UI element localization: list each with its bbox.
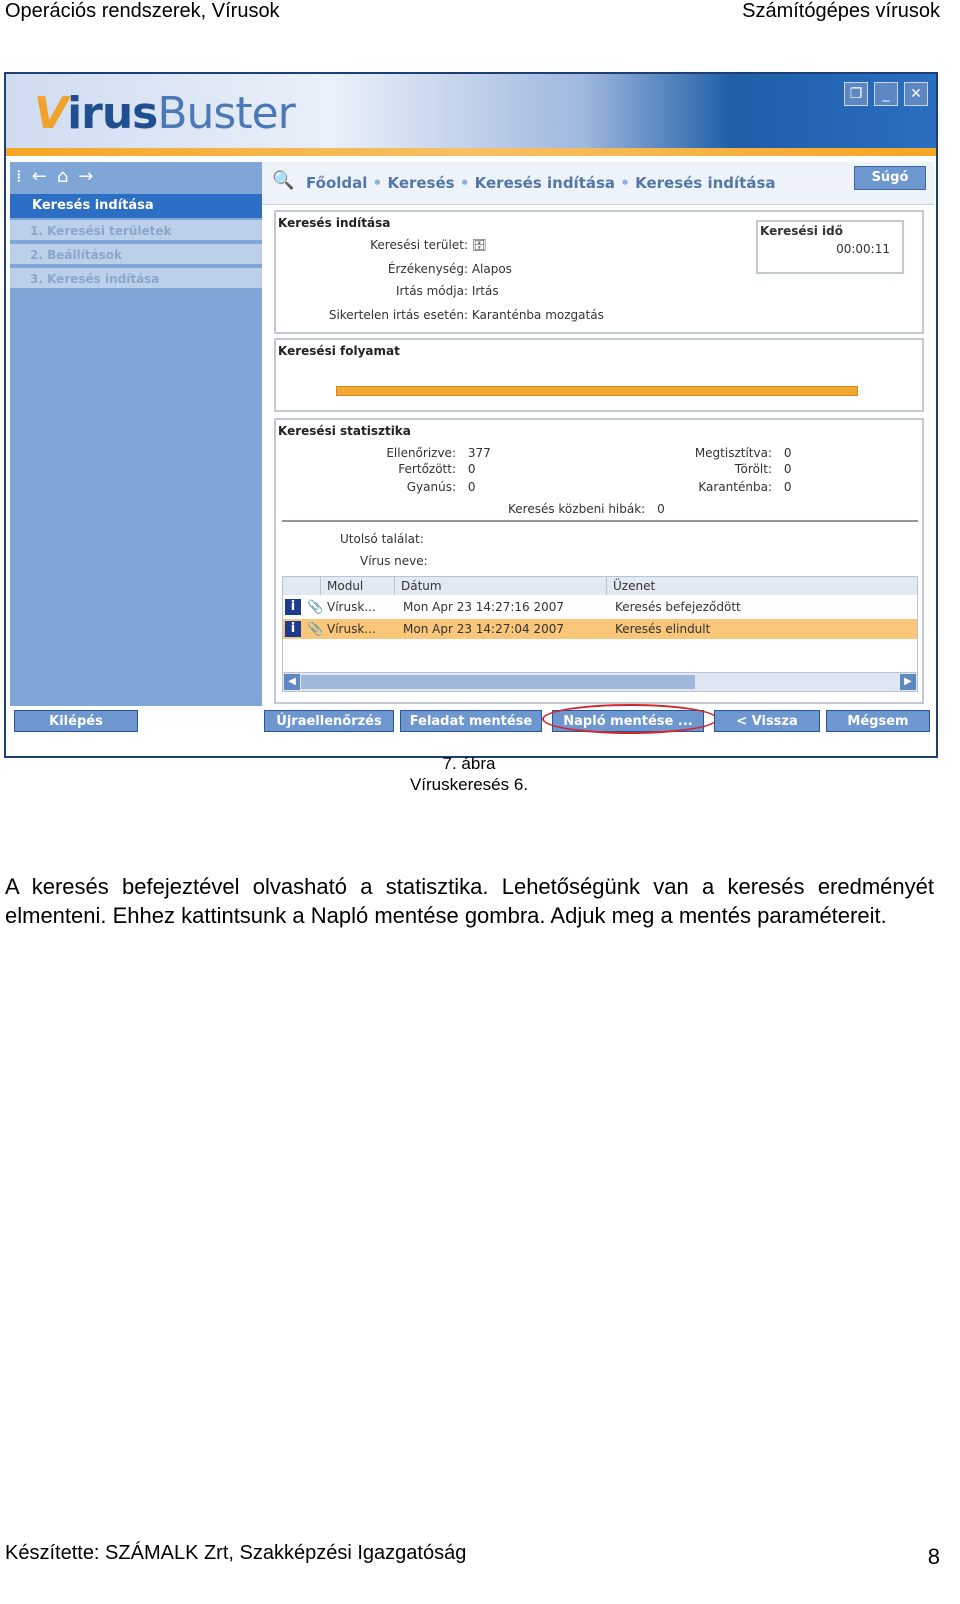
exit-button[interactable]: Kilépés: [14, 710, 138, 732]
scan-icon: 🔍: [272, 170, 295, 191]
removal-label: Irtás módja:: [396, 284, 468, 298]
button-bar: [6, 706, 936, 756]
app-banner: [6, 74, 936, 148]
table-header-date[interactable]: Dátum: [395, 577, 607, 595]
info-icon: i: [285, 621, 301, 637]
last-hit-label: Utolsó találat:: [340, 532, 424, 546]
home-icon[interactable]: ⌂: [56, 166, 79, 187]
search-time-value: 00:00:11: [836, 242, 890, 256]
body-paragraph: A keresés befejeztével olvasható a statisztika. Lehetőségünk van a keresés eredményét elmenteni. Ehhez kattintsunk a Napló mentése gombra. Adjuk meg a mentés paramétereit.: [5, 874, 934, 928]
search-time-box: [756, 220, 904, 274]
restore-icon[interactable]: ❐: [844, 82, 868, 106]
quarantined-label: Karanténba:: [698, 480, 772, 494]
table-header-icon: [283, 577, 321, 595]
main-content: [262, 162, 934, 706]
figure-caption-number: 7. ábra: [442, 754, 496, 773]
nav-icons: [16, 166, 103, 187]
scroll-right-icon[interactable]: ▶: [900, 674, 916, 690]
cleaned-value: 0: [783, 446, 792, 460]
settings-title: Keresés indítása: [278, 216, 391, 230]
errors-value: 0: [657, 502, 665, 516]
breadcrumb-start-1[interactable]: Keresés indítása: [474, 174, 616, 192]
row-date: Mon Apr 23 14:27:04 2007: [403, 622, 565, 636]
sensitivity-value: Alapos: [471, 262, 512, 276]
row-module: Vírusk...: [327, 622, 376, 636]
breadcrumb-start-2: Keresés indítása: [635, 174, 776, 192]
row-message: Keresés befejeződött: [615, 600, 741, 614]
table-row-selected[interactable]: [283, 619, 917, 639]
table-header-message[interactable]: Üzenet: [607, 577, 917, 595]
breadcrumb: 🔍 Főoldal • Keresés • Keresés indítása • Keresés indítása Súgó: [262, 162, 934, 205]
page-header-left: Operációs rendszerek, Vírusok: [5, 0, 280, 22]
recheck-button[interactable]: Újraellenőrzés: [264, 710, 394, 732]
row-module: Vírusk...: [327, 600, 376, 614]
quarantined-value: 0: [783, 480, 792, 494]
sidebar-item-start[interactable]: 3. Keresés indítása: [10, 268, 262, 290]
footer-author: Készítette: SZÁMALK Zrt, Szakképzési Igazgatóság: [5, 1542, 467, 1564]
page-header-right: Számítógépes vírusok: [742, 0, 940, 22]
row-date: Mon Apr 23 14:27:16 2007: [403, 600, 565, 614]
cleaned-label: Megtisztítva:: [694, 446, 772, 460]
grip-icon: ⁞: [16, 166, 32, 187]
area-label: Keresési terület:: [370, 238, 468, 252]
figure-caption-title: Víruskeresés 6.: [409, 775, 529, 794]
save-log-button[interactable]: Napló mentése ...: [552, 710, 704, 732]
drive-icon: 🗄: [471, 238, 488, 252]
deleted-label: Törölt:: [734, 462, 772, 476]
statistics-panel: [274, 418, 924, 704]
checked-label: Ellenőrizve:: [386, 446, 456, 460]
infected-value: 0: [467, 462, 476, 476]
paperclip-icon: 📎: [307, 600, 324, 615]
suspicious-label: Gyanús:: [406, 480, 456, 494]
breadcrumb-home[interactable]: Főoldal: [306, 174, 368, 192]
app-logo: VirusBuster: [34, 88, 295, 139]
removal-value: Irtás: [471, 284, 499, 298]
progress-bar: [336, 386, 858, 396]
virusbuster-screenshot: [4, 72, 938, 758]
banner-stripe: [6, 148, 936, 156]
stats-separator: [282, 520, 918, 522]
sensitivity-label: Érzékenység:: [387, 262, 468, 276]
breadcrumb-search[interactable]: Keresés: [387, 174, 455, 192]
sidebar-item-active[interactable]: Keresés indítása: [10, 194, 262, 218]
log-table: [282, 576, 918, 692]
infected-label: Fertőzött:: [398, 462, 456, 476]
scroll-left-icon[interactable]: ◀: [284, 674, 300, 690]
progress-title: Keresési folyamat: [278, 344, 400, 358]
errors-label: Keresés közbeni hibák:: [508, 502, 646, 516]
back-button[interactable]: < Vissza: [714, 710, 820, 732]
sidebar-item-settings[interactable]: 2. Beállítások: [10, 244, 262, 266]
scroll-thumb[interactable]: [301, 675, 695, 689]
checked-value: 377: [467, 446, 491, 460]
help-button[interactable]: Súgó: [854, 166, 926, 190]
progress-panel: [274, 338, 924, 412]
statistics-title: Keresési statisztika: [278, 424, 411, 438]
failure-value: Karanténba mozgatás: [471, 308, 604, 322]
forward-arrow-icon[interactable]: →: [78, 166, 104, 187]
close-icon[interactable]: ✕: [904, 82, 928, 106]
paperclip-icon: 📎: [307, 622, 324, 637]
save-task-button[interactable]: Feladat mentése: [400, 710, 542, 732]
info-icon: i: [285, 599, 301, 615]
page-number: 8: [927, 1544, 940, 1569]
table-header-module[interactable]: Modul: [321, 577, 395, 595]
sidebar-item-areas[interactable]: 1. Keresési területek: [10, 220, 262, 242]
highlight-ring: [542, 704, 718, 734]
row-message: Keresés elindult: [615, 622, 711, 636]
horizontal-scrollbar[interactable]: [283, 672, 917, 691]
table-row[interactable]: [283, 597, 917, 617]
virus-name-label: Vírus neve:: [360, 554, 428, 568]
sidebar: [10, 162, 262, 706]
back-arrow-icon[interactable]: ←: [31, 166, 57, 187]
search-settings-panel: [274, 210, 924, 334]
deleted-value: 0: [783, 462, 792, 476]
cancel-button[interactable]: Mégsem: [826, 710, 930, 732]
minimize-icon[interactable]: _: [874, 82, 898, 106]
failure-label: Sikertelen irtás esetén:: [328, 308, 468, 322]
suspicious-value: 0: [467, 480, 476, 494]
search-time-title: Keresési idő: [760, 224, 843, 238]
